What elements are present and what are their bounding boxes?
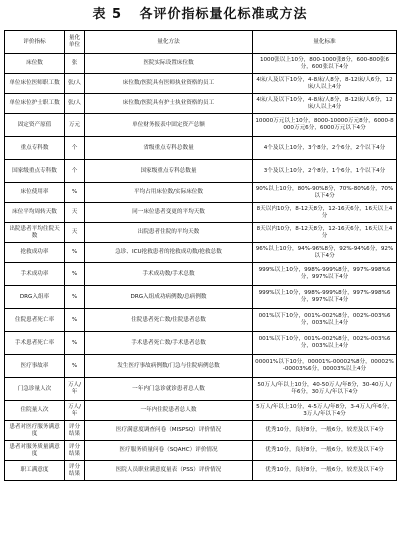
cell-indicator: 患者对服务质量满意度 xyxy=(5,441,65,461)
cell-method: 平均占用床位数/实际床位数 xyxy=(85,183,253,203)
cell-method: 出院患者住院的平均天数 xyxy=(85,223,253,243)
header-unit: 量化单位 xyxy=(65,31,85,54)
cell-standard: 001%以下10分，001%-002%8分，002%-003%6分，003%以上4分 xyxy=(253,332,397,355)
cell-method: 急诊、ICU抢救患者的抢救成功数/抢救总数 xyxy=(85,243,253,263)
cell-unit: % xyxy=(65,309,85,332)
cell-unit: 天 xyxy=(65,203,85,223)
table-row xyxy=(5,401,397,421)
table-row xyxy=(5,421,397,441)
cell-indicator: 手术成功率 xyxy=(5,263,65,286)
cell-method: 国家级重点专科总数量 xyxy=(85,160,253,183)
cell-method: 医疗服务质量问卷（SQAHC）评价情况 xyxy=(85,441,253,461)
cell-unit: % xyxy=(65,332,85,355)
header-method: 量化方法 xyxy=(85,31,253,54)
cell-indicator: 手术患者死亡率 xyxy=(5,332,65,355)
cell-indicator: 出院患者平均住院天数 xyxy=(5,223,65,243)
cell-indicator: 职工满意度 xyxy=(5,461,65,481)
table-title xyxy=(0,0,400,30)
cell-unit: % xyxy=(65,355,85,378)
cell-method: 手术成功数/手术总数 xyxy=(85,263,253,286)
cell-unit: % xyxy=(65,183,85,203)
table-row xyxy=(5,94,397,114)
cell-standard: 8天以内10分，8-12天8分，12-16天6分，16天以上4分 xyxy=(253,223,397,243)
cell-standard: 96%以上10分，94%-96%8分，92%-94%6分，92%以下4分 xyxy=(253,243,397,263)
evaluation-standards-table xyxy=(4,30,397,481)
cell-method: 一年内住院患者总人数 xyxy=(85,401,253,421)
cell-indicator: 床位使用率 xyxy=(5,183,65,203)
table-row xyxy=(5,74,397,94)
cell-standard: 1000张以上10分，800-1000张8分，600-800张6分，600张以下4分 xyxy=(253,54,397,74)
cell-unit: 个 xyxy=(65,160,85,183)
cell-standard: 001%以下10分，001%-002%8分，002%-003%6分，003%以上4分 xyxy=(253,309,397,332)
cell-indicator: 单位床位护士职工数 xyxy=(5,94,65,114)
cell-method: 手术患者死亡数/手术患者总数 xyxy=(85,332,253,355)
cell-indicator: 床位平均周转天数 xyxy=(5,203,65,223)
table-row xyxy=(5,263,397,286)
table-row xyxy=(5,309,397,332)
cell-unit: 评分结果 xyxy=(65,461,85,481)
header-standard: 量化标准 xyxy=(253,31,397,54)
cell-method: 省级重点专科总数量 xyxy=(85,137,253,160)
cell-method: 床位数/医院具有医师执业资格的员工 xyxy=(85,74,253,94)
cell-method: 住院患者死亡数/住院患者总数 xyxy=(85,309,253,332)
cell-standard: 4个及以上10分，3个8分，2个6分，2个以下4分 xyxy=(253,137,397,160)
table-row xyxy=(5,223,397,243)
cell-indicator: 床位数 xyxy=(5,54,65,74)
cell-unit: 万人/年 xyxy=(65,401,85,421)
cell-indicator: 医疗事故率 xyxy=(5,355,65,378)
cell-indicator: 门急诊量人次 xyxy=(5,378,65,401)
cell-standard: 999%以上10分，998%-999%8分，997%-998%6分，997%以下4分 xyxy=(253,263,397,286)
cell-indicator: DRG入组率 xyxy=(5,286,65,309)
cell-method: 单位财务报表中固定资产总额 xyxy=(85,114,253,137)
table-row xyxy=(5,355,397,378)
cell-unit: 评分结果 xyxy=(65,441,85,461)
cell-indicator: 固定资产原值 xyxy=(5,114,65,137)
table-row xyxy=(5,332,397,355)
cell-standard: 90%以上10分，80%-90%8分，70%-80%6分，70%以下4分 xyxy=(253,183,397,203)
cell-indicator: 单位床位医师职工数 xyxy=(5,74,65,94)
cell-standard: 10000万元以上10分，8000-10000万元8分，6000-8000万元6分，6000万元以下4分 xyxy=(253,114,397,137)
cell-method: 床位数/医院具有护士执业资格的员工 xyxy=(85,94,253,114)
cell-indicator: 抢救成功率 xyxy=(5,243,65,263)
cell-indicator: 住院患者死亡率 xyxy=(5,309,65,332)
cell-method: 一年内门急诊就诊患者总人数 xyxy=(85,378,253,401)
table-row xyxy=(5,286,397,309)
cell-unit: 个 xyxy=(65,137,85,160)
cell-standard: 999%以上10分，998%-999%8分，997%-998%6分，997%以下4分 xyxy=(253,286,397,309)
cell-unit: % xyxy=(65,243,85,263)
table-body xyxy=(5,54,397,481)
table-row xyxy=(5,461,397,481)
table-number: 表 5 xyxy=(92,7,123,22)
cell-standard: 50万人/年以上10分，40-50万人/年8分，30-40万人/年6分，30万人/年以下4分 xyxy=(253,378,397,401)
cell-indicator: 重点专科数 xyxy=(5,137,65,160)
table-row xyxy=(5,243,397,263)
cell-standard: 优秀10分，良好8分，一般6分，较差及以下4分 xyxy=(253,441,397,461)
cell-standard: 优秀10分，良好8分，一般6分，较差及以下4分 xyxy=(253,461,397,481)
table-row xyxy=(5,137,397,160)
cell-method: 同一床位患者变更的平均天数 xyxy=(85,203,253,223)
cell-standard: 00001%以下10分，00001%-00002%8分，00002%-00003%6分，00003%以上4分 xyxy=(253,355,397,378)
cell-unit: 张/人 xyxy=(65,94,85,114)
header-row xyxy=(5,31,397,54)
table-row xyxy=(5,203,397,223)
cell-method: 医疗满意度调查问卷（MISPSQ）评价情况 xyxy=(85,421,253,441)
cell-standard: 8天以内10分，8-12天8分，12-16天6分，16天以上4分 xyxy=(253,203,397,223)
cell-method: 医院人员职业满意度量表（PSS）评价情况 xyxy=(85,461,253,481)
cell-indicator: 患者对医疗服务满意度 xyxy=(5,421,65,441)
cell-unit: 张/人 xyxy=(65,74,85,94)
cell-method: 发生医疗事故病例数/门急与住院病例总数 xyxy=(85,355,253,378)
cell-standard: 4床/人及以下10分，4-8床/人8分，8-12床/人6分，12床/人以上4分 xyxy=(253,94,397,114)
table-row xyxy=(5,183,397,203)
header-indicator: 评价指标 xyxy=(5,31,65,54)
cell-unit: % xyxy=(65,286,85,309)
cell-standard: 优秀10分，良好8分，一般6分，较差及以下4分 xyxy=(253,421,397,441)
cell-unit: % xyxy=(65,263,85,286)
cell-unit: 万元 xyxy=(65,114,85,137)
table-row xyxy=(5,441,397,461)
cell-unit: 评分结果 xyxy=(65,421,85,441)
cell-indicator: 住院量人次 xyxy=(5,401,65,421)
table-row xyxy=(5,378,397,401)
table-row xyxy=(5,54,397,74)
cell-unit: 万人/年 xyxy=(65,378,85,401)
table-row xyxy=(5,114,397,137)
table-caption: 各评价指标量化标准或方法 xyxy=(139,7,308,22)
cell-unit: 天 xyxy=(65,223,85,243)
cell-method: DRG入组成功病例数/总病例数 xyxy=(85,286,253,309)
cell-method: 医院实际设置床位数 xyxy=(85,54,253,74)
cell-standard: 5万人/年以上10分，4-5万人/年8分，3-4万人/年6分，3万人/年以下4分 xyxy=(253,401,397,421)
cell-unit: 张 xyxy=(65,54,85,74)
cell-indicator: 国家级重点专科数 xyxy=(5,160,65,183)
table-row xyxy=(5,160,397,183)
cell-standard: 3个及以上10分，2个8分，1个6分，1个以下4分 xyxy=(253,160,397,183)
cell-standard: 4床/人及以下10分，4-8床/人8分，8-12床/人6分，12床/人以上4分 xyxy=(253,74,397,94)
